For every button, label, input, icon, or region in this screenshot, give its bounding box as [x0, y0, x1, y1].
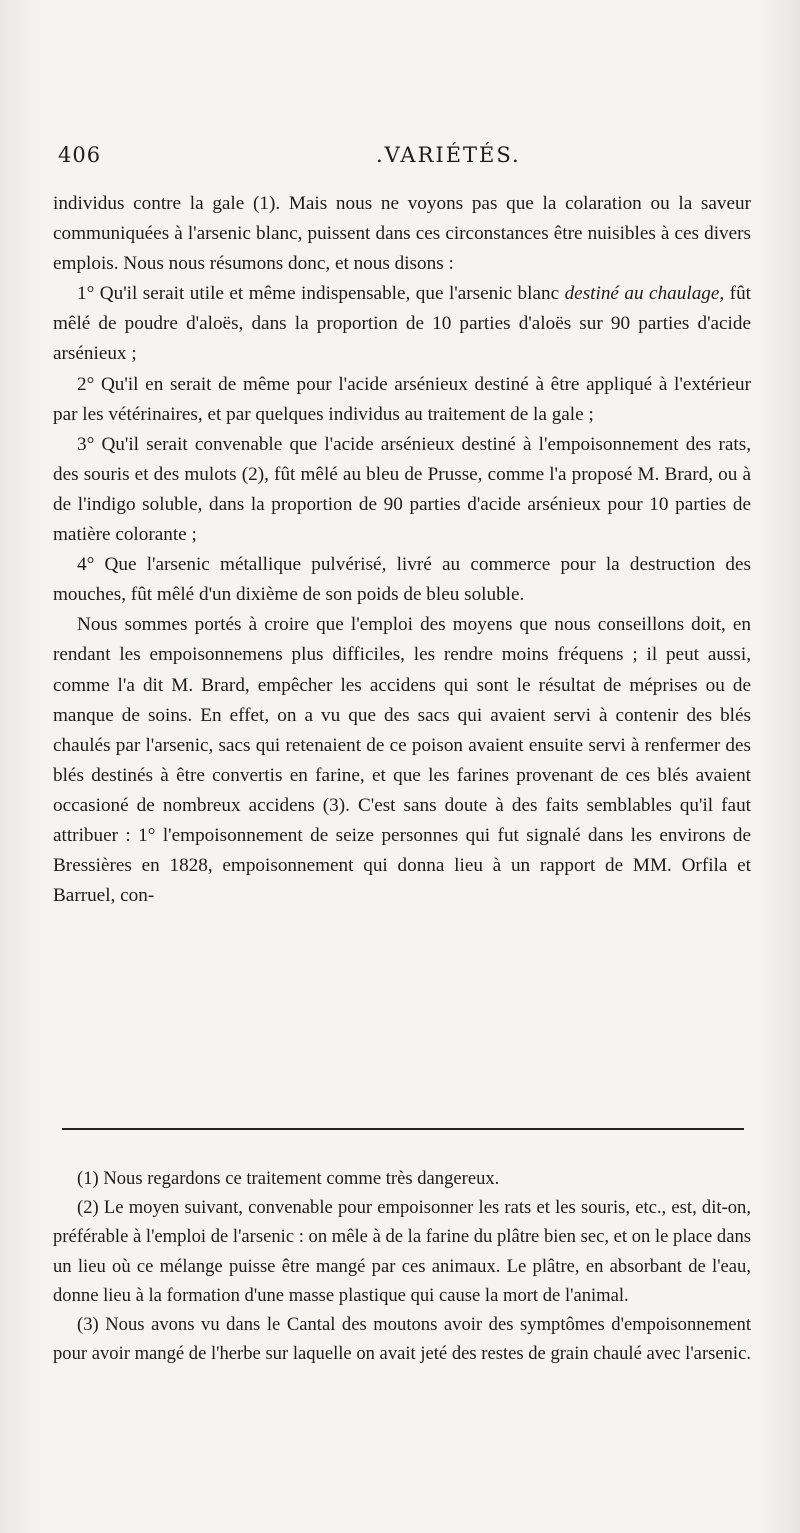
- point-1-emphasis: destiné au chaulage,: [564, 283, 725, 305]
- footnote-3: (3) Nous avons vu dans le Cantal des moutons avoir des symptômes d'empoisonnement pour avoir mangé de l'herbe sur laquelle on avait jeté des restes de grain chaulé avec l'arsenic.: [53, 1314, 751, 1365]
- running-title: .VARIÉTÉS.: [376, 143, 521, 167]
- paragraph-point-4: 4° Que l'arsenic métallique pulvérisé, livré au commerce pour la destruction des mouches, fût mêlé d'un dixième de son poids de bleu soluble.: [53, 554, 751, 606]
- paragraph-point-2: 2° Qu'il en serait de même pour l'acide arsénieux destiné à être appliqué à l'extérieur par les vétérinaires, et par quelques individus au traitement de la gale ;: [53, 373, 751, 425]
- footnote-divider: [62, 1128, 744, 1130]
- page-number: 406: [58, 143, 102, 167]
- paragraph-point-3: 3° Qu'il serait convenable que l'acide arsénieux destiné à l'empoisonnement des rats, des souris et des mulots (2), fût mêlé au bleu de Prusse, comme l'a proposé M. Brard, ou à de l'indigo soluble, dans la proportion de 90 parties d'acide arsénieux pour 10 parties de matière colorante ;: [53, 433, 751, 546]
- footnotes: [53, 1164, 751, 1368]
- paragraph-continuation: individus contre la gale (1). Mais nous ne voyons pas que la colaration ou la saveur communiquées à l'arsenic blanc, puissent dans ces circonstances être nuisibles à ces divers emplois. Nous nous résumons donc, et nous disons :: [53, 193, 751, 275]
- paragraph-conclusion: Nous sommes portés à croire que l'emploi des moyens que nous conseillons doit, en rendant les empoisonnemens plus difficiles, les rendre moins fréquens ; il peut aussi, comme l'a dit M. Brard, empêcher les accidens qui sont le résultat de méprises ou de manque de soins. En effet, on a vu que des sacs qui avaient servi à contenir des blés chaulés par l'arsenic, sacs qui retenaient de ce poison avaient ensuite servi à renfermer des blés destinés à être convertis en farine, et que les farines provenant de ces blés avaient occasioné de nombreux accidens (3). C'est sans doute à des faits semblables qu'il faut attribuer : 1° l'empoisonnement de seize personnes qui fut signalé dans les environs de Bressières en 1828, empoisonnement qui donna lieu à un rapport de MM. Orfila et Barruel, con-: [53, 614, 751, 907]
- page-header: [58, 143, 748, 177]
- paragraph-point-1: [53, 279, 751, 369]
- main-text: [53, 189, 751, 911]
- footnote-1: (1) Nous regardons ce traitement comme très dangereux.: [77, 1168, 500, 1189]
- footnote-2: (2) Le moyen suivant, convenable pour empoisonner les rats et les souris, etc., est, dit-on, préférable à l'emploi de l'arsenic : on mêle à de la farine du plâtre bien sec, et on le place dans un lieu où ce mélange puisse être mangé par ces animaux. Le plâtre, en absorbant de l'eau, donne lieu à la formation d'une masse plastique qui cause la mort de l'animal.: [53, 1197, 751, 1306]
- point-1-text-b: fût mêlé de poudre d'aloës, dans la proportion de 10 parties d'aloës sur 90 parties d'acide arsénieux ;: [53, 283, 751, 365]
- point-1-text-a: 1° Qu'il serait utile et même indispensable, que l'arsenic blanc: [77, 283, 565, 305]
